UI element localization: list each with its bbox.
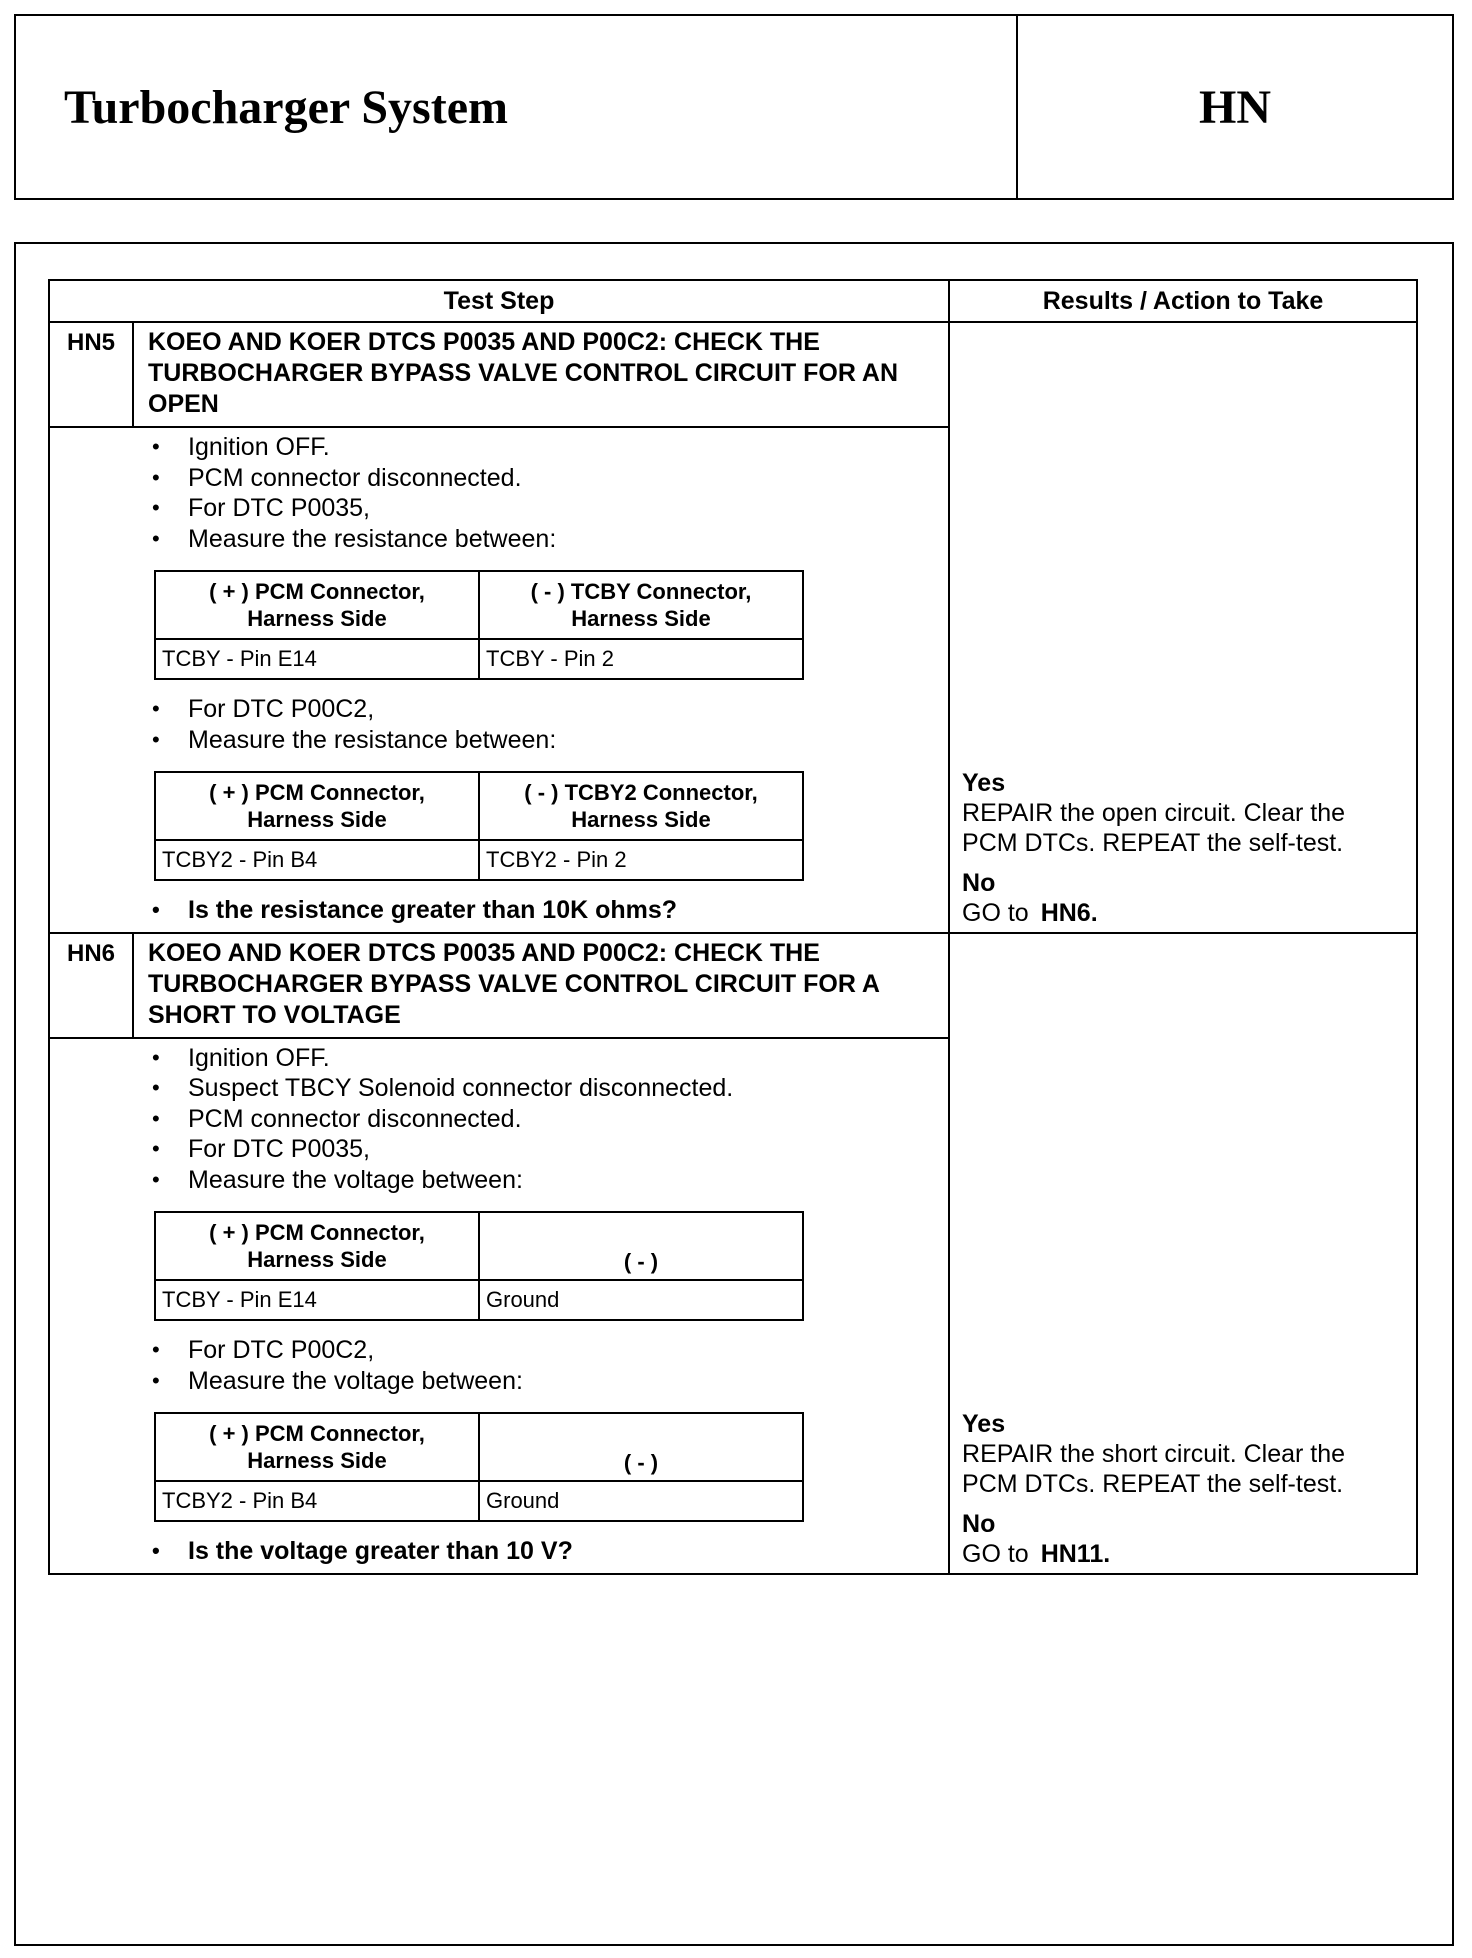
- page-header: [14, 14, 1454, 200]
- table-header-cell: ( + ) PCM Connector, Harness Side: [155, 1413, 479, 1481]
- hn5-step-title: KOEO AND KOER DTCS P0035 AND P00C2: CHECK THE TURBOCHARGER BYPASS VALVE CONTROL CIRCUIT FOR AN OPEN: [133, 322, 949, 427]
- content-frame: [14, 242, 1454, 1946]
- list-item: • Suspect TBCY Solenoid connector disconnected.: [50, 1073, 938, 1104]
- test-step-table: [48, 279, 1418, 1575]
- hn6-yes-text: REPAIR the short circuit. Clear the PCM DTCs. REPEAT the self-test.: [962, 1439, 1346, 1498]
- table-cell: TCBY2 - Pin B4: [155, 840, 479, 880]
- table-cell: TCBY - Pin E14: [155, 1280, 479, 1320]
- table-header-cell: ( - ): [479, 1212, 803, 1280]
- hn5-yes-text: REPAIR the open circuit. Clear the PCM DTCs. REPEAT the self-test.: [962, 798, 1346, 857]
- table-header-cell: ( - ) TCBY2 Connector, Harness Side: [479, 772, 803, 840]
- table-cell: Ground: [479, 1481, 803, 1521]
- hn6-no-line: [962, 1539, 1406, 1569]
- hn5-bullets-a: [50, 432, 938, 554]
- hn6-yes-label: Yes: [962, 1409, 1006, 1438]
- hn6-step-title: KOEO AND KOER DTCS P0035 AND P00C2: CHECK THE TURBOCHARGER BYPASS VALVE CONTROL CIRCUIT FOR A SHORT TO VOLTAGE: [133, 933, 949, 1038]
- table-header-cell: ( - ): [479, 1413, 803, 1481]
- hn5-content: [49, 427, 949, 933]
- list-item: • Measure the voltage between:: [50, 1366, 938, 1397]
- list-item: • PCM connector disconnected.: [50, 1104, 938, 1135]
- table-header-cell: ( + ) PCM Connector, Harness Side: [155, 1212, 479, 1280]
- hn5-measure-table-1: [154, 570, 804, 680]
- hn5-bullets-b: [50, 694, 938, 755]
- test-step-header: Test Step: [49, 280, 949, 322]
- results-header: Results / Action to Take: [949, 280, 1417, 322]
- list-item: • For DTC P0035,: [50, 1134, 938, 1165]
- hn6-content: [49, 1038, 949, 1574]
- list-item: • For DTC P00C2,: [50, 694, 938, 725]
- hn5-no-text: GO to: [962, 898, 1029, 927]
- hn6-question-list: [50, 1536, 938, 1567]
- list-item: • Ignition OFF.: [50, 432, 938, 463]
- page-title: Turbocharger System: [16, 16, 1018, 198]
- hn6-measure-table-1: [154, 1211, 804, 1321]
- hn5-question: • Is the resistance greater than 10K ohms?: [50, 895, 938, 926]
- hn5-question-list: [50, 895, 938, 926]
- hn5-measure-table-2: [154, 771, 804, 881]
- section-code: HN: [1199, 80, 1271, 134]
- hn6-goto-link[interactable]: HN11.: [1040, 1539, 1111, 1568]
- table-cell: Ground: [479, 1280, 803, 1320]
- hn6-bullets-a: [50, 1043, 938, 1196]
- list-item: • For DTC P00C2,: [50, 1335, 938, 1366]
- hn6-bullets-b: [50, 1335, 938, 1396]
- table-header-cell: ( + ) PCM Connector, Harness Side: [155, 772, 479, 840]
- hn5-step-id: HN5: [49, 322, 133, 427]
- list-item: • Measure the resistance between:: [50, 725, 938, 756]
- table-cell: TCBY - Pin 2: [479, 639, 803, 679]
- list-item: • Measure the voltage between:: [50, 1165, 938, 1196]
- list-item: • For DTC P0035,: [50, 493, 938, 524]
- table-header-cell: ( + ) PCM Connector, Harness Side: [155, 571, 479, 639]
- table-cell: TCBY - Pin E14: [155, 639, 479, 679]
- hn5-title-row: [49, 322, 1417, 427]
- hn6-question: • Is the voltage greater than 10 V?: [50, 1536, 938, 1567]
- hn5-goto-link[interactable]: HN6.: [1040, 898, 1098, 927]
- table-cell: TCBY2 - Pin 2: [479, 840, 803, 880]
- list-item: • Measure the resistance between:: [50, 524, 938, 555]
- hn6-result: [949, 933, 1417, 1574]
- hn5-no-line: [962, 898, 1406, 928]
- table-header-row: [49, 280, 1417, 322]
- list-item: • PCM connector disconnected.: [50, 463, 938, 494]
- hn6-title-row: [49, 933, 1417, 1038]
- hn6-measure-table-2: [154, 1412, 804, 1522]
- table-cell: TCBY2 - Pin B4: [155, 1481, 479, 1521]
- hn6-no-text: GO to: [962, 1539, 1029, 1568]
- list-item: • Ignition OFF.: [50, 1043, 938, 1074]
- hn5-result: [949, 322, 1417, 933]
- hn6-step-id: HN6: [49, 933, 133, 1038]
- hn5-yes-label: Yes: [962, 768, 1006, 797]
- hn6-no-label: No: [962, 1509, 996, 1538]
- hn5-no-label: No: [962, 868, 996, 897]
- table-header-cell: ( - ) TCBY Connector, Harness Side: [479, 571, 803, 639]
